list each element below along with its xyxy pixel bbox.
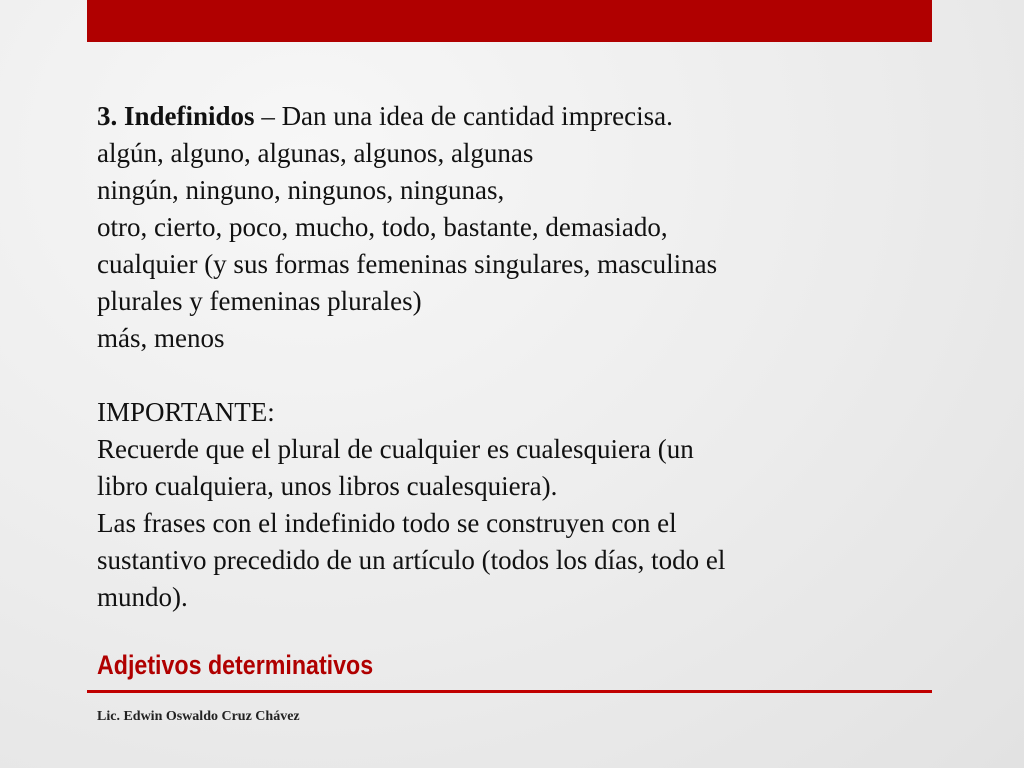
text-line: Recuerde que el plural de cualquier es cualesquiera (un	[97, 434, 694, 464]
author-credit: Lic. Edwin Oswaldo Cruz Chávez	[97, 709, 300, 724]
text-line: algún, alguno, algunas, algunos, algunas	[97, 138, 534, 168]
text-line: más, menos	[97, 323, 225, 353]
top-accent-bar	[87, 0, 932, 42]
footer-divider	[87, 690, 932, 693]
paragraph-gap	[97, 357, 927, 394]
heading-bold: 3. Indefinidos	[97, 101, 255, 131]
text-line: libro cualquiera, unos libros cualesquiera).	[97, 471, 558, 501]
heading-description: – Dan una idea de cantidad imprecisa.	[254, 101, 673, 131]
important-label: IMPORTANTE:	[97, 397, 275, 427]
text-line: plurales y femeninas plurales)	[97, 286, 422, 316]
slide-body	[97, 98, 927, 616]
slide-title: Adjetivos determinativos	[97, 650, 374, 680]
text-line: otro, cierto, poco, mucho, todo, bastante, demasiado,	[97, 212, 668, 242]
text-line: Las frases con el indefinido todo se construyen con el	[97, 508, 677, 538]
text-line: sustantivo precedido de un artículo (todos los días, todo el	[97, 545, 726, 575]
text-line: mundo).	[97, 582, 188, 612]
heading-line	[97, 98, 927, 135]
text-line: ningún, ninguno, ningunos, ningunas,	[97, 175, 505, 205]
text-line: cualquier (y sus formas femeninas singulares, masculinas	[97, 249, 718, 279]
